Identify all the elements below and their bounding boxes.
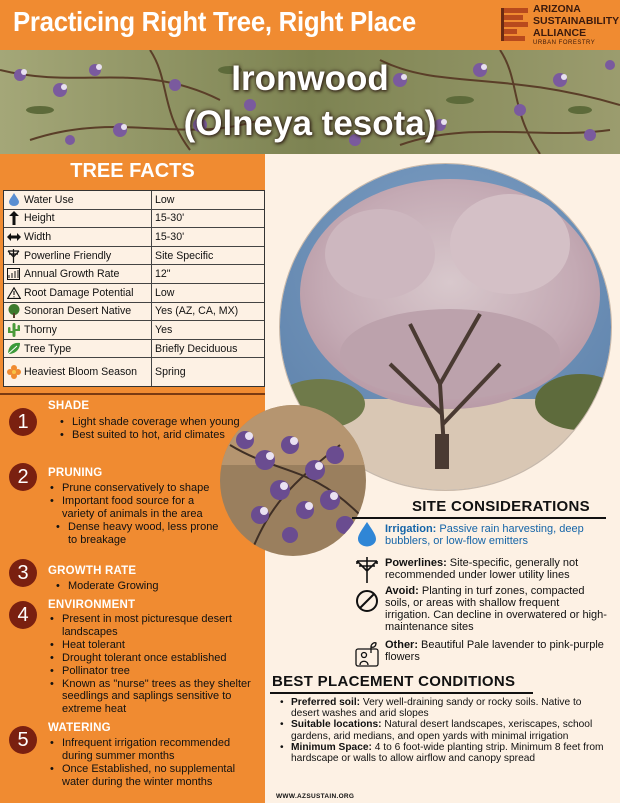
list-item: • Infrequent irrigation recommended during summer months: [48, 737, 258, 763]
list-item: • Light shade coverage when young: [58, 416, 247, 429]
fact-row: [4, 191, 264, 210]
section-title: GROWTH RATE: [48, 565, 137, 577]
site-text: Site-specific, generally not recommended under lower utility lines: [385, 557, 579, 581]
tree-icon: [6, 304, 21, 318]
leaf-icon: [6, 342, 21, 356]
prohibited-icon: [355, 588, 379, 614]
section-number: 2: [9, 463, 37, 491]
site-avoid: [385, 585, 607, 633]
width-arrow-icon: [6, 230, 21, 244]
fact-value: Low: [155, 193, 175, 206]
list-item: • Pollinator tree: [48, 665, 258, 678]
fact-value: Spring: [155, 366, 186, 379]
fact-label: Heaviest Bloom Season: [24, 366, 138, 379]
fact-label: Root Damage Potential: [24, 286, 134, 299]
section-title: SHADE: [48, 400, 90, 412]
fact-label: Height: [24, 212, 55, 225]
fact-value: Briefly Deciduous: [155, 342, 238, 355]
best-placement-list: [278, 697, 608, 764]
section-title: PRUNING: [48, 467, 103, 479]
power-pole-icon: [6, 249, 21, 263]
fact-value: Site Specific: [155, 249, 214, 262]
list-item: • Important food source for a variety of animals in the area: [48, 495, 228, 521]
fact-row: [4, 303, 264, 322]
water-drop-icon: [355, 521, 379, 547]
section-title: ENVIRONMENT: [48, 599, 136, 611]
fact-row: [4, 247, 264, 266]
page-title: Practicing Right Tree, Right Place: [13, 6, 416, 37]
fact-label: Water Use: [24, 193, 74, 206]
fact-value: Yes: [155, 323, 173, 336]
section-divider: [0, 393, 265, 395]
list-item: [278, 719, 608, 741]
fact-label: Tree Type: [24, 342, 72, 355]
flower-closeup-photo: [220, 405, 366, 556]
fact-value: Low: [155, 286, 175, 299]
common-name: Ironwood: [231, 59, 389, 98]
fact-row: [4, 358, 264, 386]
tree-facts-table: [3, 190, 265, 387]
section-title: WATERING: [48, 722, 111, 734]
header-bar: [0, 0, 620, 50]
list-item: • Dense heavy wood, less prone to breakage: [54, 521, 228, 547]
title-underline: [270, 692, 533, 694]
list-item: • Known as "nurse" trees as they shelter seedlings and saplings sensitive to extreme heat: [48, 678, 258, 717]
alliance-logo: [499, 3, 620, 49]
site-label: Other:: [385, 639, 418, 651]
logo-line-4: URBAN FORESTRY: [533, 40, 596, 46]
cactus-icon: [6, 323, 21, 337]
fact-value: 15-30': [155, 212, 185, 225]
section-number: 1: [9, 408, 37, 436]
water-drop-icon: [6, 193, 21, 207]
fact-label: Thorny: [24, 323, 57, 336]
logo-mark-icon: [499, 5, 531, 43]
site-other: [385, 639, 607, 663]
power-lines-icon: [355, 557, 379, 583]
section-number: 5: [9, 726, 37, 754]
fact-label: Powerline Friendly: [24, 249, 112, 262]
list-item: • Once Established, no supplemental water during the winter months: [48, 763, 258, 789]
fact-row: [4, 228, 264, 247]
best-label: Minimum Space:: [291, 741, 372, 753]
best-text: Natural desert landscapes, xeriscapes, school gardens, arid medians, and open yards with minimal irrigation: [291, 719, 593, 742]
fact-value: 15-30': [155, 230, 185, 243]
best-placement-title: BEST PLACEMENT CONDITIONS: [272, 673, 516, 690]
growth-chart-icon: [6, 267, 21, 281]
fact-row: [4, 340, 264, 359]
site-label: Powerlines:: [385, 557, 447, 569]
site-label: Avoid:: [385, 585, 419, 597]
list-item: [278, 742, 608, 764]
list-item: • Prune conservatively to shape: [48, 482, 228, 495]
fact-label: Width: [24, 230, 52, 243]
site-label: Irrigation:: [385, 523, 437, 535]
fact-row: [4, 284, 264, 303]
list-item: • Moderate Growing: [54, 580, 243, 593]
gardener-icon: [355, 641, 379, 667]
best-label: Preferred soil:: [291, 697, 361, 708]
fact-label: Annual Growth Rate: [24, 268, 120, 281]
height-arrow-icon: [6, 211, 21, 225]
fact-value: Yes (AZ, CA, MX): [155, 305, 239, 318]
fact-row: [4, 210, 264, 229]
fact-row: [4, 321, 264, 340]
site-powerlines: [385, 557, 607, 581]
tree-facts-title: TREE FACTS: [70, 160, 195, 182]
site-text: Beautiful Pale lavender to pink-purple flowers: [385, 639, 604, 663]
banner: [0, 50, 620, 154]
best-text: Very well-draining sandy or rocky soils. Native to desert washes and arid slopes: [291, 697, 582, 720]
site-text: Passive rain harvesting, deep bubblers, or low-flow emitters: [385, 523, 584, 547]
fact-label: Sonoran Desert Native: [24, 305, 132, 318]
title-underline: [352, 517, 606, 519]
fact-value: 12": [155, 268, 171, 281]
logo-line-2: SUSTAINABILITY: [533, 15, 620, 27]
section-number: 4: [9, 601, 37, 629]
list-item: • Heat tolerant: [48, 639, 258, 652]
flower-icon: [6, 365, 21, 379]
site-irrigation: [385, 523, 607, 547]
footer-url[interactable]: WWW.AZSUSTAIN.ORG: [276, 793, 355, 800]
warning-icon: [6, 286, 21, 300]
site-considerations-title: SITE CONSIDERATIONS: [412, 498, 590, 515]
fact-row: [4, 265, 264, 284]
logo-line-1: ARIZONA: [533, 3, 581, 15]
section-number: 3: [9, 559, 37, 587]
scientific-name: (Olneya tesota): [183, 104, 437, 143]
best-label: Suitable locations:: [291, 719, 382, 731]
list-item: [278, 697, 608, 719]
list-item: • Best suited to hot, arid climates: [58, 429, 247, 442]
site-text: Planting in turf zones, compacted soils, or areas with shallow frequent irrigation. Can decline in overwatered or high-maintenance sites: [385, 585, 607, 633]
logo-line-3: ALLIANCE: [533, 27, 587, 39]
best-text: 4 to 6 foot-wide planting strip. Minimum 8 feet from hardscape or walls to allow airflow and canopy spread: [291, 741, 604, 765]
list-item: • Present in most picturesque desert landscapes: [48, 613, 258, 639]
list-item: • Drought tolerant once established: [48, 652, 258, 665]
